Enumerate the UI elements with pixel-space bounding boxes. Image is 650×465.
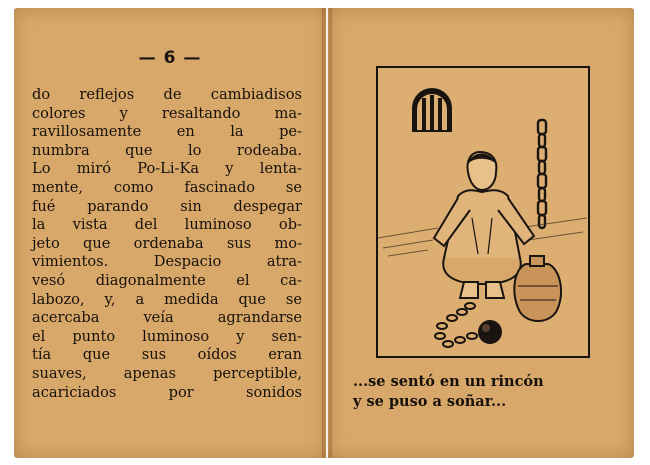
text-line: numbra que lo rodeaba.: [32, 141, 302, 159]
text-line: labozo, y, a medida que se: [32, 290, 302, 308]
illustration-caption: [353, 372, 613, 412]
text-line: acariciados por sonidos: [32, 383, 302, 401]
text-line: vimientos. Despacio atra-: [32, 253, 302, 271]
text-line: jeto que ordenaba sus mo-: [32, 234, 302, 252]
caption-line: ...se sentó en un rincón: [353, 373, 544, 390]
text-line: ravillosamente en la pe-: [32, 123, 302, 141]
text-line: la vista del luminoso ob-: [32, 216, 302, 234]
body-text: [32, 86, 302, 402]
illustration-drawing: [378, 68, 587, 355]
text-line: colores y resaltando ma-: [32, 104, 302, 122]
text-line: suaves, apenas perceptible,: [32, 364, 302, 382]
page-number: — 6 —: [138, 48, 202, 68]
text-line: acercaba veía agrandarse: [32, 309, 302, 327]
text-line: el punto luminoso y sen-: [32, 327, 302, 345]
text-line: fué parando sin despegar: [32, 197, 302, 215]
text-line: do reflejos de cambiadisos: [32, 86, 302, 103]
text-line: vesó diagonalmente el ca-: [32, 271, 302, 289]
ball-and-chain-icon: [435, 303, 502, 347]
text-line: Lo miró Po-Li-Ka y lenta-: [32, 160, 302, 178]
text-line: tía que sus oídos eran: [32, 346, 302, 364]
prisoner-in-cell-illustration: [376, 66, 590, 358]
water-jug-icon: [514, 256, 561, 321]
wall-chain-icon: [538, 120, 546, 228]
book-gutter: [322, 8, 332, 458]
caption-line: y se puso a soñar...: [353, 393, 507, 410]
barred-window-icon: [412, 88, 452, 132]
text-line: mente, como fascinado se: [32, 178, 302, 196]
